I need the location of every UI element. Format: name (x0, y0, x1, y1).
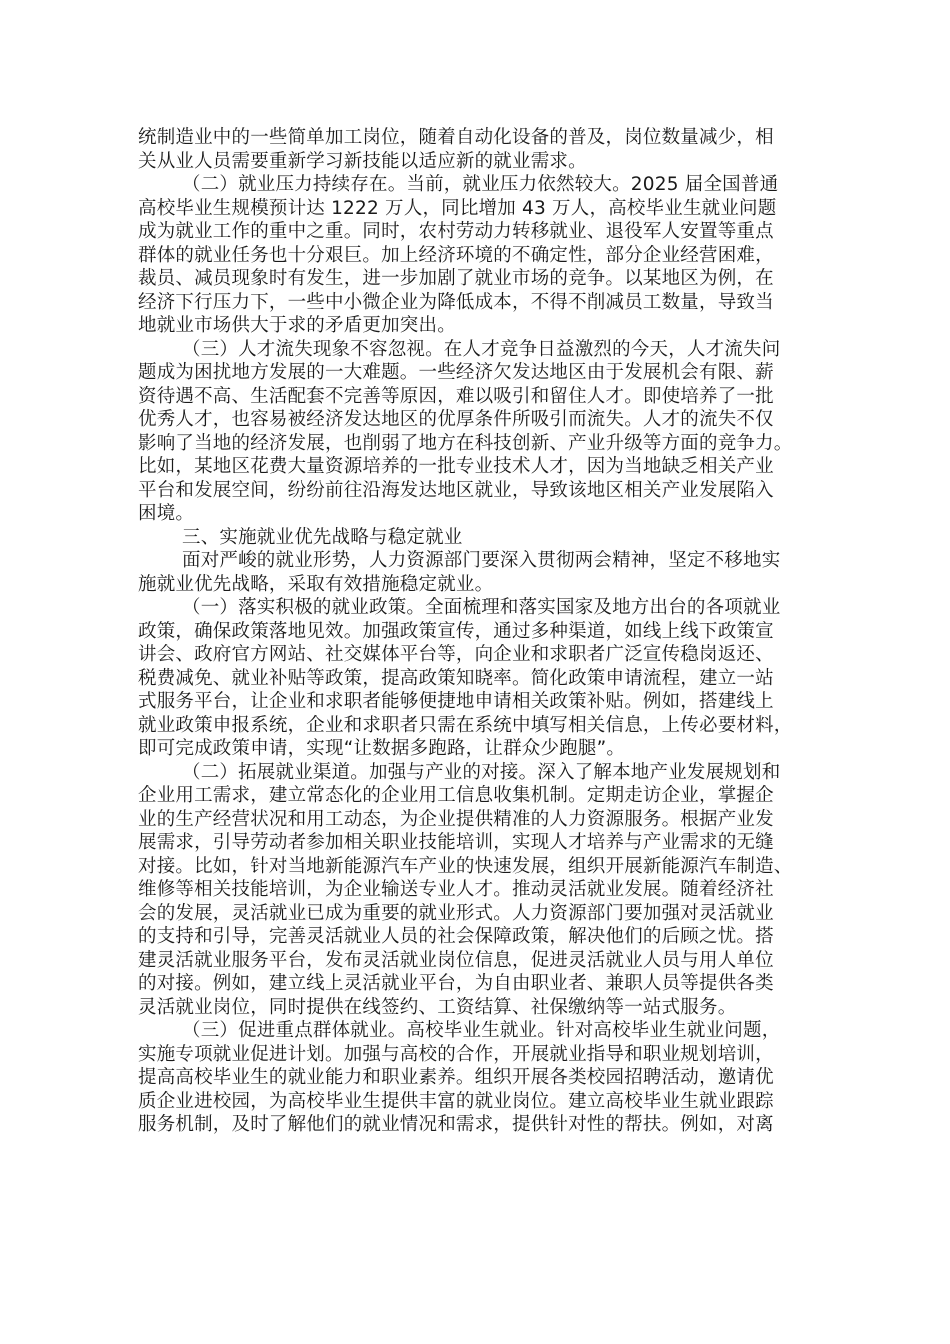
text-line: 地就业市场供大于求的矛盾更加突出。 (138, 315, 456, 336)
text-line: 影响了当地的经济发展，也削弱了地方在科技创新、产业升级等方面的竞争力。 (138, 432, 793, 454)
text-line: 会的发展，灵活就业已成为重要的就业形式。人力资源部门要加强对灵活就业 (138, 902, 774, 924)
text-line: 困境。 (138, 503, 195, 524)
text-line: 统制造业中的一些简单加工岗位，随着自动化设备的普及，岗位数量减少，相 (138, 127, 774, 148)
text-line: 经济下行压力下，一些中小微企业为降低成本，不得不削减员工数量，导致当 (138, 291, 774, 313)
text-line: 税费减免、就业补贴等政策，提高政策知晓率。简化政策申请流程，建立一站 (138, 667, 774, 689)
text-line: 实施专项就业促进计划。加强与高校的合作，开展就业指导和职业规划培训， (138, 1043, 774, 1065)
text-line: 维修等相关技能培训，为企业输送专业人才。推动灵活就业发展。随着经济社 (138, 879, 774, 900)
text-line: 质企业进校园，为高校毕业生提供丰富的就业岗位。建立高校毕业生就业跟踪 (138, 1090, 774, 1112)
text-line: 服务机制，及时了解他们的就业情况和需求，提供针对性的帮扶。例如，对离 (138, 1114, 774, 1135)
document-body (138, 126, 808, 1137)
text-line: 灵活就业岗位，同时提供在线签约、工资结算、社保缴纳等一站式服务。 (138, 996, 737, 1018)
text-line: 业的生产经营状况和用工动态，为企业提供精准的人力资源服务。根据产业发 (138, 808, 774, 830)
text-line: 资待遇不高、生活配套不完善等原因，难以吸引和留住人才。即使培养了一批 (138, 385, 774, 407)
text-line: （三）促进重点群体就业。高校毕业生就业。针对高校毕业生就业问题， (182, 1020, 781, 1041)
text-line: 平台和发展空间，纷纷前往沿海发达地区就业，导致该地区相关产业发展陷入 (138, 479, 774, 501)
text-line: 三、实施就业优先战略与稳定就业 (182, 526, 463, 548)
text-line: 讲会、政府官方网站、社交媒体平台等，向企业和求职者广泛宣传稳岗返还、 (138, 644, 774, 665)
text-line: 的对接。例如，建立线上灵活就业平台，为自由职业者、兼职人员等提供各类 (138, 973, 774, 994)
text-line: 即可完成政策申请，实现“让数据多跑路，让群众少跑腿”。 (138, 738, 626, 759)
text-line: 优秀人才，也容易被经济发达地区的优厚条件所吸引而流失。人才的流失不仅 (138, 409, 774, 430)
text-line: 政策，确保政策落地见效。加强政策宣传，通过多种渠道，如线上线下政策宣 (138, 620, 774, 642)
text-line: 关从业人员需要重新学习新技能以适应新的就业需求。 (138, 150, 587, 172)
text-line: 式服务平台，让企业和求职者能够便捷地申请相关政策补贴。例如，搭建线上 (138, 691, 774, 712)
text-line: 就业政策申报系统，企业和求职者只需在系统中填写相关信息，上传必要材料， (138, 714, 793, 736)
text-line: 比如，某地区花费大量资源培养的一批专业技术人才，因为当地缺乏相关产业 (138, 456, 774, 477)
text-line: （三）人才流失现象不容忽视。在人才竞争日益激烈的今天，人才流失问 (182, 338, 781, 360)
text-line: 高校毕业生规模预计达 1222 万人，同比增加 43 万人，高校毕业生就业问题 (138, 197, 777, 219)
text-line: 群体的就业任务也十分艰巨。加上经济环境的不确定性，部分企业经营困难， (138, 244, 774, 266)
text-line: 企业用工需求，建立常态化的企业用工信息收集机制。定期走访企业，掌握企 (138, 785, 774, 806)
text-line: 施就业优先战略，采取有效措施稳定就业。 (138, 573, 494, 595)
text-line: 成为就业工作的重中之重。同时，农村劳动力转移就业、退役军人安置等重点 (138, 221, 774, 242)
text-line: 题成为困扰地方发展的一大难题。一些经济欠发达地区由于发展机会有限、薪 (138, 362, 774, 383)
text-line: 的支持和引导，完善灵活就业人员的社会保障政策，解决他们的后顾之忧。搭 (138, 926, 774, 947)
text-line: （二）拓展就业渠道。加强与产业的对接。深入了解本地产业发展规划和 (182, 761, 781, 783)
text-line: 展需求，引导劳动者参加相关职业技能培训，实现人才培养与产业需求的无缝 (138, 832, 774, 853)
text-line: （二）就业压力持续存在。当前，就业压力依然较大。2025 届全国普通 (182, 174, 779, 195)
text-line: 对接。比如，针对当地新能源汽车产业的快速发展，组织开展新能源汽车制造、 (138, 855, 793, 877)
text-line: （一）落实积极的就业政策。全面梳理和落实国家及地方出台的各项就业 (182, 597, 781, 618)
text-line: 建灵活就业服务平台，发布灵活就业岗位信息，促进灵活就业人员与用人单位 (138, 949, 774, 971)
text-line: 提高高校毕业生的就业能力和职业素养。组织开展各类校园招聘活动，邀请优 (138, 1067, 774, 1088)
text-line: 裁员、减员现象时有发生，进一步加剧了就业市场的竞争。以某地区为例，在 (138, 268, 774, 289)
text-line: 面对严峻的就业形势，人力资源部门要深入贯彻两会精神，坚定不移地实 (182, 550, 781, 571)
